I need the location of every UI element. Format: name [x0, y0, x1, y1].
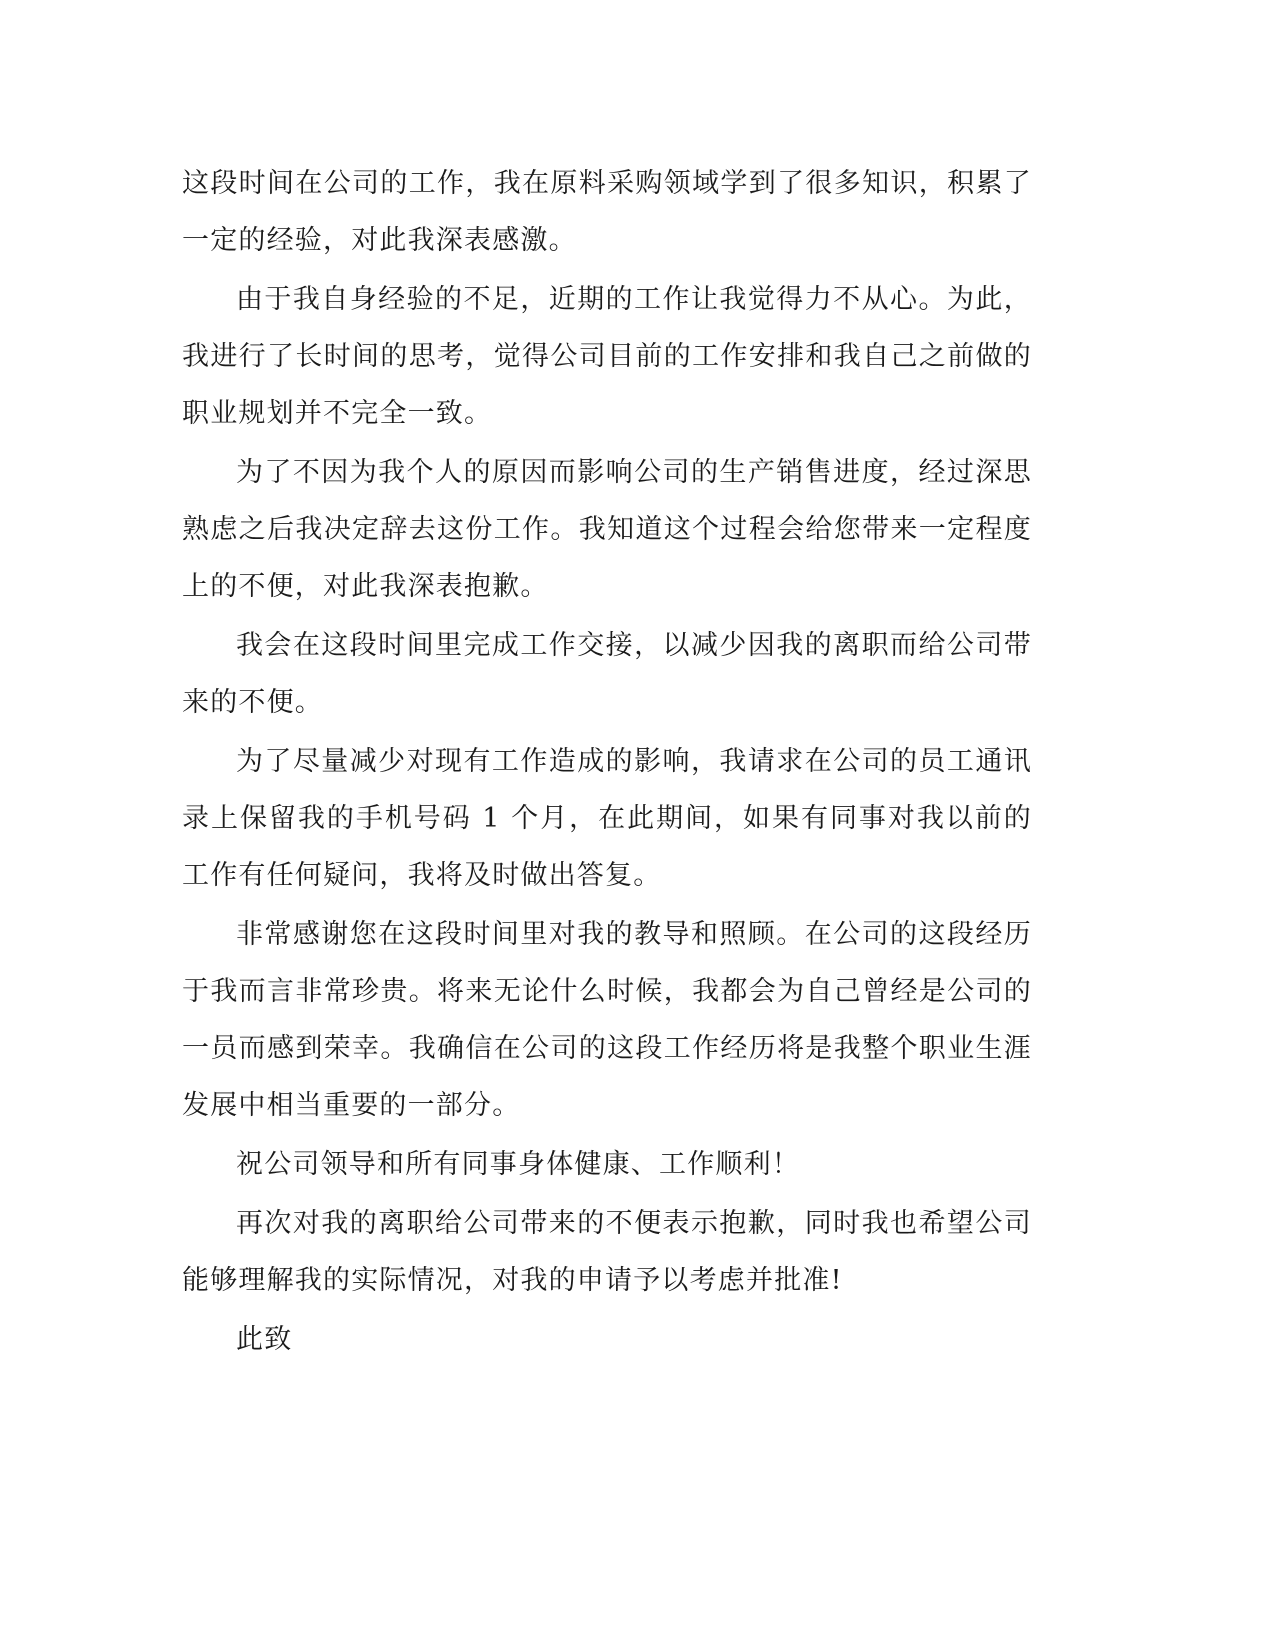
paragraph-gratitude: 非常感谢您在这段时间里对我的教导和照顾。在公司的这段经历于我而言非常珍贵。将来无论什么时候，我都会为自己曾经是公司的一员而感到荣幸。我确信在公司的这段工作经历将是我整个职业生涯发展中相当重要的一部分。: [182, 919, 1032, 1121]
paragraph-experience: 这段时间在公司的工作，我在原料采购领域学到了很多知识，积累了一定的经验，对此我深表感激。: [182, 168, 1032, 256]
paragraph-phone-retention: 为了尽量减少对现有工作造成的影响，我请求在公司的员工通讯录上保留我的手机号码 1 个月，在此期间，如果有同事对我以前的工作有任何疑问，我将及时做出答复。: [182, 746, 1032, 891]
paragraph-closing: 此致: [236, 1324, 293, 1355]
paragraph-decision: 为了不因为我个人的原因而影响公司的生产销售进度，经过深思熟虑之后我决定辞去这份工作。我知道这个过程会给您带来一定程度上的不便，对此我深表抱歉。: [182, 457, 1032, 602]
paragraph-apology: 再次对我的离职给公司带来的不便表示抱歉，同时我也希望公司能够理解我的实际情况，对我的申请予以考虑并批准!: [182, 1208, 1032, 1296]
letter-body: [182, 155, 1032, 1368]
paragraph-handover: 我会在这段时间里完成工作交接，以减少因我的离职而给公司带来的不便。: [182, 630, 1032, 718]
paragraph-reason: 由于我自身经验的不足，近期的工作让我觉得力不从心。为此，我进行了长时间的思考，觉得公司目前的工作安排和我自己之前做的职业规划并不完全一致。: [182, 284, 1032, 429]
paragraph-wishes: 祝公司领导和所有同事身体健康、工作顺利！: [236, 1149, 800, 1180]
